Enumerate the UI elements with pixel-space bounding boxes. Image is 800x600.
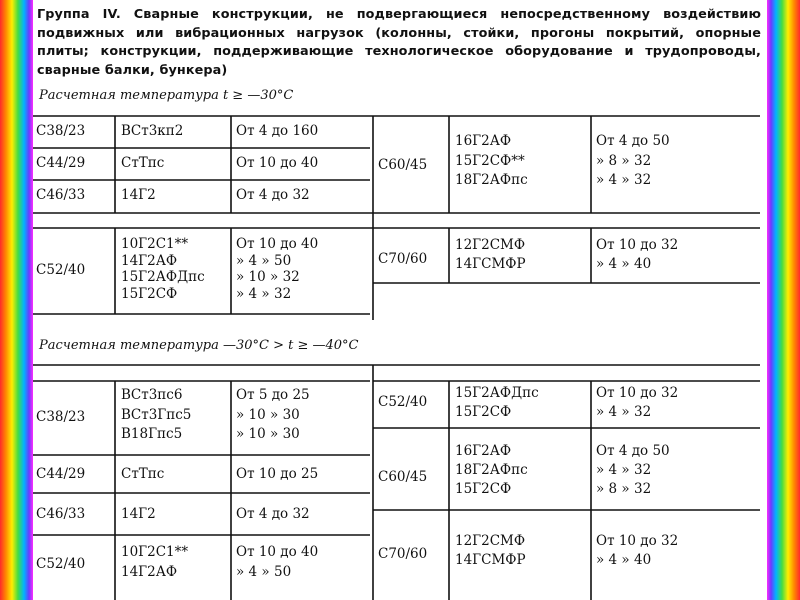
class-cell: С38/23 <box>36 123 86 139</box>
thickness-cell: От 5 до 25 » 10 » 30 » 10 » 30 <box>236 387 310 442</box>
temperature-label-2: Расчетная температура —30°С > t ≥ —40°С <box>39 338 359 353</box>
thickness-cell: От 4 до 50 » 4 » 32 » 8 » 32 <box>596 443 670 497</box>
thickness-cell: От 10 до 40 <box>236 155 319 171</box>
class-cell: С46/33 <box>36 187 86 203</box>
thickness-cell: От 10 до 25 <box>236 466 319 482</box>
thickness-cell: От 10 до 32 » 4 » 40 <box>596 237 679 272</box>
steel-cell: ВСт3кп2 <box>121 123 184 139</box>
thickness-cell: От 4 до 160 <box>236 123 319 139</box>
steel-cell: 10Г2С1** 14Г2АФ <box>121 544 189 580</box>
steel-cell: 10Г2С1** 14Г2АФ 15Г2АФДпс 15Г2СФ <box>121 236 205 302</box>
steel-cell: 14Г2 <box>121 506 156 522</box>
class-cell: С52/40 <box>36 262 86 278</box>
thickness-cell: От 4 до 32 <box>236 506 310 522</box>
steel-cell: ВСт3пс6 ВСт3Гпс5 В18Гпс5 <box>121 387 192 442</box>
thickness-cell: От 4 до 50 » 8 » 32 » 4 » 32 <box>596 133 670 188</box>
class-cell: С60/45 <box>378 157 428 173</box>
steel-cell: 14Г2 <box>121 187 156 203</box>
class-cell: С70/60 <box>378 251 428 267</box>
document-page <box>33 0 767 600</box>
steel-cell: СтТпс <box>121 155 165 171</box>
steel-cell: 12Г2СМФ 14ГСМФР <box>455 533 526 568</box>
class-cell: С44/29 <box>36 155 86 171</box>
thickness-cell: От 10 до 40 » 4 » 50 » 10 » 32 » 4 » 32 <box>236 236 319 302</box>
class-cell: С38/23 <box>36 409 86 425</box>
thickness-cell: От 10 до 40 » 4 » 50 <box>236 544 319 580</box>
class-cell: С44/29 <box>36 466 86 482</box>
class-cell: С60/45 <box>378 469 428 485</box>
steel-cell: 12Г2СМФ 14ГСМФР <box>455 237 526 272</box>
class-cell: С52/40 <box>36 556 86 572</box>
thickness-cell: От 10 до 32 » 4 » 32 <box>596 385 679 420</box>
steel-cell: 15Г2АФДпс 15Г2СФ <box>455 385 539 420</box>
thickness-cell: От 4 до 32 <box>236 187 310 203</box>
class-cell: С46/33 <box>36 506 86 522</box>
thickness-cell: От 10 до 32 » 4 » 40 <box>596 533 679 568</box>
class-cell: С52/40 <box>378 394 428 410</box>
steel-cell: СтТпс <box>121 466 165 482</box>
temperature-label-1: Расчетная температура t ≥ —30°С <box>39 88 294 103</box>
group-heading: Группа IV. Сварные конструкции, не подвергающиеся непосредственному воздействию подвижных или вибрационных нагрузок (колонны, стойки, прогоны покрытий, опорные плиты; конструкции, поддерживающие технологическое оборудование и трудопроводы, сварные балки, бункера) <box>37 7 761 78</box>
steel-cell: 16Г2АФ 15Г2СФ** 18Г2АФпс <box>455 133 528 188</box>
class-cell: С70/60 <box>378 546 428 562</box>
steel-cell: 16Г2АФ 18Г2АФпс 15Г2СФ <box>455 443 528 497</box>
